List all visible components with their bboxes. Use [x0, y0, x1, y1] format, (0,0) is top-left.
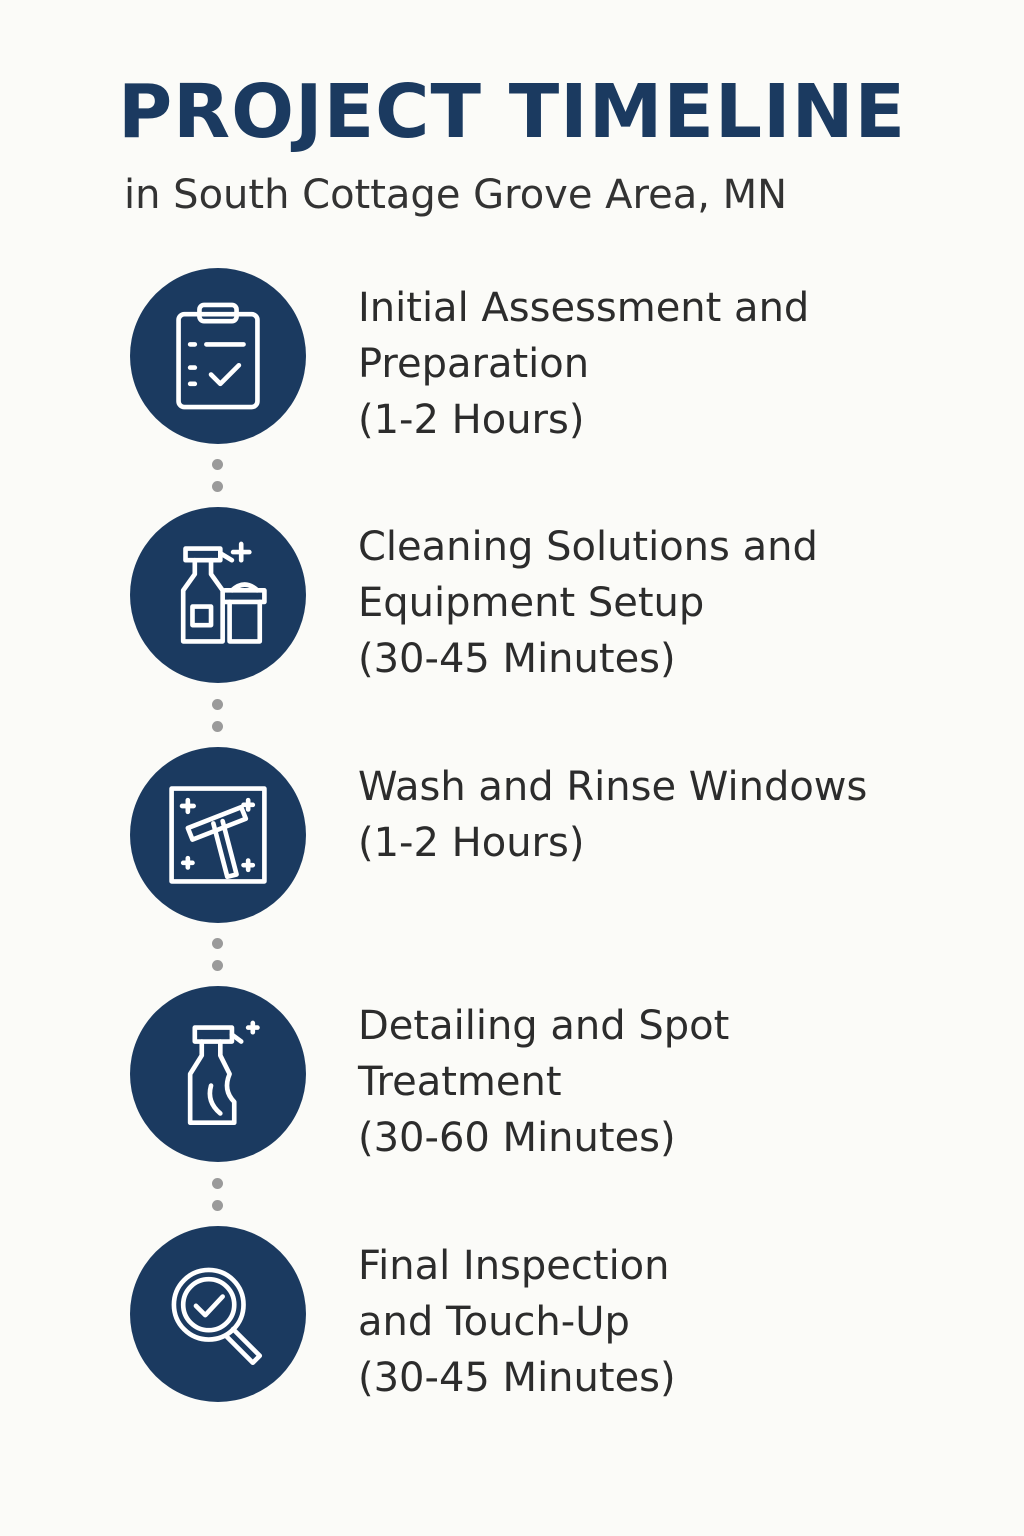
page-subtitle: in South Cottage Grove Area, MN — [124, 172, 788, 218]
connector-dot — [212, 721, 223, 732]
step-2-title-line-2: Equipment Setup — [358, 580, 705, 626]
magnifier-check-icon — [160, 1256, 276, 1372]
connector-dot — [212, 699, 223, 710]
step-5-duration: (30-45 Minutes) — [358, 1355, 676, 1401]
step-1-title-line-1: Initial Assessment and — [358, 285, 810, 331]
timeline-step-3 — [0, 747, 1024, 923]
timeline-step-5 — [0, 1226, 1024, 1402]
step-4-text — [358, 998, 958, 1166]
connector-dot — [212, 1178, 223, 1189]
step-5-title-line-2: and Touch-Up — [358, 1299, 630, 1345]
step-2-icon-badge — [130, 507, 306, 683]
timeline-step-2 — [0, 507, 1024, 683]
timeline-step-4 — [0, 986, 1024, 1162]
step-3-duration: (1-2 Hours) — [358, 820, 585, 866]
step-1-duration: (1-2 Hours) — [358, 397, 585, 443]
step-4-icon-badge — [130, 986, 306, 1162]
connector-dot — [212, 938, 223, 949]
spray-bottle-icon — [160, 1016, 276, 1132]
page-title: PROJECT TIMELINE — [117, 69, 907, 155]
clipboard-check-icon — [160, 298, 276, 414]
step-1-text — [358, 280, 958, 448]
step-5-text — [358, 1238, 958, 1406]
step-2-text — [358, 519, 958, 687]
connector-dot — [212, 459, 223, 470]
step-4-title-line-2: Treatment — [358, 1059, 562, 1105]
step-3-title-line-1: Wash and Rinse Windows — [358, 764, 868, 810]
cleaning-supplies-icon — [160, 537, 276, 653]
step-4-title-line-1: Detailing and Spot — [358, 1003, 730, 1049]
window-squeegee-icon — [160, 777, 276, 893]
connector-dot — [212, 1200, 223, 1211]
step-1-title-line-2: Preparation — [358, 341, 590, 387]
step-5-icon-badge — [130, 1226, 306, 1402]
step-5-title-line-1: Final Inspection — [358, 1243, 670, 1289]
step-3-icon-badge — [130, 747, 306, 923]
connector-dot — [212, 960, 223, 971]
step-1-icon-badge — [130, 268, 306, 444]
step-2-duration: (30-45 Minutes) — [358, 636, 676, 682]
timeline-step-1 — [0, 268, 1024, 444]
connector-dot — [212, 481, 223, 492]
step-3-text — [358, 759, 958, 871]
step-2-title-line-1: Cleaning Solutions and — [358, 524, 818, 570]
step-4-duration: (30-60 Minutes) — [358, 1115, 676, 1161]
